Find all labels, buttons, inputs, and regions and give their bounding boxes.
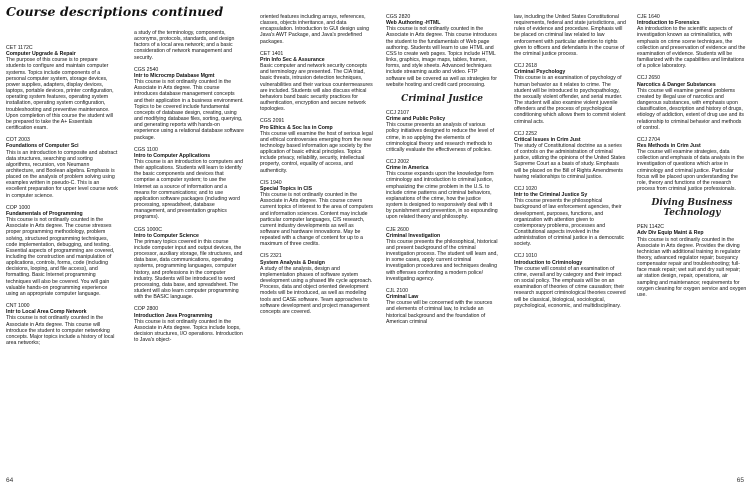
course-description: The primary topics covered in this course include computer input and output devices, the processor, auxiliary storage, file structures, and data base, data communications, operating systems, programming languages, computer history, and professions in the computer industry. Students will be introduced to word processing, data base, and spreadsheet. The student will also learn computer programming with the BASIC language.: [134, 238, 243, 301]
text-column-1: [6, 45, 118, 352]
course-code: CIS 1940: [260, 179, 282, 186]
course-entry: [6, 137, 118, 199]
text-column-3: [260, 14, 374, 321]
course-description: This course is an examination of psychology of human behavior as it relates to crime. The student will be introduced to psychopathology, the sexually violent offender, and serial murder. The student will also examine violent juvenile offenders and the process of psychological conditioning which allows them to commit violent criminal acts.: [514, 75, 626, 125]
course-description: An introduction to the scientific aspects of investigation known as criminalistics, with emphasis on crime scene techniques, the collection and preservation of evidence and the examination of evidence. Students will be familiarized with the capabilities and limitations of a police laboratory.: [637, 26, 746, 70]
course-entry: [637, 75, 747, 130]
course-code: PEN 1142C: [637, 224, 665, 231]
course-entry: [134, 306, 244, 343]
course-description: The course will examine strategies, data collection and emphasis of data analysis in the investigation of questions which arise in criminology and criminal justice. Particular focus will be placed upon understanding the role, theory and functions of the research process from criminal justice professionals.: [637, 149, 744, 193]
course-entry: [514, 253, 626, 308]
course-entry: [6, 303, 118, 346]
course-code: CGS 1100: [134, 146, 158, 153]
course-entry: [386, 110, 498, 153]
course-title: Intro to Computer Science: [134, 232, 199, 239]
course-code: CCJ 2002: [386, 158, 410, 165]
course-description: This course presents the philosophical, historical and present background of the criminal investigation process. The student will learn and, in some cases, apply current criminal investigation procedures and techniques dealing with offenses confronting a modern police/ investigating agency.: [386, 238, 498, 282]
course-title: Criminal Law: [386, 294, 419, 301]
course-description: This course is not ordinarily counted in the Associate in Arts degree. This course will introduce the student to computer networking concepts. Major topics include a history of local area networks;: [6, 315, 115, 347]
course-code: CCJ 1010: [514, 253, 538, 260]
course-code: COP 1000: [6, 204, 31, 211]
course-entry: [514, 14, 626, 57]
course-code: CJL 2100: [386, 287, 409, 294]
course-description: The course will be concerned with the sources and elements of criminal law, to include an historical background and the foundation of American criminal: [386, 300, 493, 325]
course-code: CCJ 2704: [637, 136, 661, 143]
course-title: Adv Div Equip Maint & Rep: [637, 230, 704, 237]
course-title: Special Topics in CIS: [260, 185, 313, 192]
course-title: Critical Issues in Crim Just: [514, 136, 581, 143]
course-code: CGS 2091: [260, 118, 285, 125]
course-title: Fundamentals of Programming: [6, 210, 83, 217]
course-description: A study of the analysis, design and implementation phases of software system development using a phased life cycle approach. Process, data and object oriented development models will be introduced, as well as modeling tools and CASE software. Team approaches to software development and project management concepts are covered.: [260, 265, 373, 315]
course-title: Narcotics & Danger Substances: [637, 81, 716, 88]
course-entry: [260, 118, 374, 173]
course-description: oriented features including arrays, references, classes, objects inheritance, and data encapsulation. Introduction to GUI design using Java's AWT Package, and Java's predefined packages.: [260, 14, 370, 45]
course-entry: [6, 45, 118, 131]
course-entry: [514, 131, 626, 180]
course-entry: [260, 14, 374, 45]
course-entry: [514, 186, 626, 248]
course-title: Web Authoring -HTML: [386, 20, 441, 27]
course-title: Crime in America: [386, 165, 429, 172]
course-code: CJE 2600: [386, 226, 409, 233]
course-description: This is an introduction to composite and abstract data structures, searching and sorting algorithms, recursion, von Neumann architecture, and Boolean algebra. Emphasis is placed on the analysis of problem solving using examples written in pseudo-C. This is an excellent preparation for upper level course work in computer science.: [6, 149, 118, 199]
page-header-title: Course descriptions continued: [6, 4, 224, 19]
course-description: This course is an introduction to computers and their applications. Students will learn to identify the basic components and devices that comprise a computer system; to use the Internet as a source of information and a means for communications; and to use application software packages (including word processing, spreadsheet, database management, and presentation graphics programs).: [134, 158, 243, 221]
course-description: This course is not ordinarily counted in the Associate in Arts degree. Topics include loops, decision structures, I/O operations. Introduction to Java's object-: [134, 318, 243, 344]
course-description: a study of the terminology, components, acronyms, protocols, standards, and design factors of a local area network; and a basic consideration of network management and security.: [134, 30, 235, 61]
course-description: This course will examine general problems created by illegal use of narcotics and dangerous substances, with emphasis upon classification, description and history of drugs, etiology of addiction, extent of drug use and its relationship to criminal behavior and methods of control.: [637, 87, 744, 131]
course-title: Intr to Local Area Comp Network: [6, 309, 87, 316]
course-entry: [386, 159, 498, 221]
course-title: Intro to Computer Applications: [134, 152, 211, 159]
course-code: CNT 1000: [6, 303, 30, 310]
course-code: CIS 2321: [260, 253, 282, 260]
course-description: This course presents an analysis of various policy initiatives designed to reduce the level of crime, in so applying the elements of criminological theory and research methods to critically evaluate the effectiveness of policies.: [386, 122, 495, 153]
course-entry: [6, 205, 118, 297]
course-code: CCJ 2650: [637, 75, 661, 82]
course-title: Introduction to Criminology: [514, 259, 583, 266]
course-description: This course is not ordinarily counted in the Associate in Arts degree. This course covers current topics of interest to the area of computers and information sciences. Content may include particular computer languages, CIS research, current industry developments as well as software and hardware innovations. May be repeated with a change of content for up to a maximum of three credits.: [260, 192, 374, 248]
course-code: CGS 2820: [386, 14, 411, 20]
course-title: Criminal Investigation: [386, 232, 441, 239]
course-entry: [637, 224, 747, 298]
course-title: Res Methods in Crim Just: [637, 142, 701, 149]
course-title: Introduction Java Programming: [134, 312, 213, 319]
text-column-2: [134, 30, 244, 349]
course-description: The course will consist of an examination of crime, overall and by category and their impact on social policy. The emphasis will be on an examination of theories of crime causation; their research support criminological theories covered will be classical, biological, sociological, psychological, economic, and multidisciplinary.: [514, 265, 626, 309]
course-title: Intr to Microcmp Database Mgmt: [134, 72, 215, 79]
section-heading: Diving Business Technology: [651, 198, 733, 219]
course-title: Intr to the Criminal Justice Sy: [514, 192, 588, 199]
course-title: Prin Info Sec & Assurance: [260, 56, 325, 63]
course-description: This course is not ordinarily counted in the Associate in Arts degree. This course introduces database management concepts and their application in a business environment. Topics to be covered include fundamental concepts of database design, creating, using and modifying database files, sorting, querying, and generating reports with hands-on experience using a relational database software package.: [134, 79, 244, 141]
course-description: The purpose of this course is to prepare students to configure and maintain computer systems. Topics include components of a personal computer system, storage devices, power supplies, adapters, display devices, laptops, portable devices, printer configuration, operating system features, operating system installation, operating system configuration, troubleshooting and preventive maintenance. Upon completion of this course the student will be prepared to take the A+ Essentials certification exam.: [6, 57, 114, 132]
course-code: CCJ 2107: [386, 109, 410, 116]
course-description: The study of Constitutional doctrine as a series of controls on the administration of criminal justice, utilizing the opinions of the United States Supreme Court as a basis of study. Emphasis will be placed on the Bill of Rights Amendments having relationships to criminal justice.: [514, 142, 626, 180]
page-number-left: 64: [6, 477, 14, 484]
course-description: This course is not ordinarily counted in the Associate in Arts degree. The course stresses proper programming methodology, problem solving, structured programming techniques, code implementation, debugging, and testing. Essential aspects of programming are covered, including the construction and manipulation of applications, controls, forms, code (including decisions, looping, and file access), and formatting. Basic Internet programming techniques will also be covered. You will gain valuable hands-on programming experience using an appropriate computer language.: [6, 217, 115, 297]
course-code: CET 1401: [260, 50, 284, 57]
section-heading: Criminal Justice: [401, 93, 483, 104]
course-code: CJE 1640: [637, 14, 660, 20]
text-column-4: [386, 14, 498, 331]
course-entry: [134, 30, 244, 61]
course-description: This course is not ordinarily counted in the Associate in Arts degree. This course introduces the student to the fundamentals of Web page authoring. Students will learn to use HTML and CSS to create web pages. Topics include HTML links, graphics, image maps, tables, frames, forms, and style sheets. Advanced techniques include streaming audio and video. FTP software will be covered as well as strategies for website hosting and credit card processing.: [386, 26, 498, 88]
course-entry: [386, 14, 498, 88]
course-title: Computer Upgrade & Repair: [6, 51, 76, 58]
course-description: law, including the United States Constitutional requirements, federal and state jurisdictions, and rules of evidence and procedure. Emphasis will be placed on criminal law related to law enforcement with particular attention to rights given to officers and defendants in the course of the criminal justice process.: [514, 14, 626, 57]
course-code: CET 1172C: [6, 45, 33, 51]
course-description: This course presents the philosophical background of law enforcement agencies, their development, purposes, functions, and organization with attention given to contemporary problems, processes and Constitutional aspects involved in the administration of criminal justice in a democratic society.: [514, 198, 625, 248]
course-entry: [260, 180, 374, 248]
course-title: Criminal Psychology: [514, 69, 566, 76]
course-title: Crime and Public Policy: [386, 116, 446, 123]
course-code: CGS 2540: [134, 66, 159, 73]
text-column-5: [514, 14, 626, 315]
course-code: CCJ 2252: [514, 130, 538, 137]
course-description: This course will examine the host of serious legal and ethical controversies emerging from the new technology based information age society by the application of basic ethical principles. Topics include privacy, reliability, security, intellectual property, control, equality of access, and authenticity.: [260, 130, 373, 174]
course-entry: [386, 227, 498, 282]
course-entry: [134, 147, 244, 221]
page-number-right: 65: [736, 477, 744, 484]
course-description: This course is not ordinarily counted in the Associate in Arts degree. Provides the diving technician with additional training in regulator theory, advanced regulator repair; buoyancy compensator repair and troubleshooting; full-face mask repair; wet suit and dry suit repair; air station design, repair, operations, air sampling and maintenance; requirements for oxygen cleaning for oxygen service and oxygen use.: [637, 236, 747, 298]
course-code: CCJ 2618: [514, 63, 538, 70]
course-entry: [514, 63, 626, 125]
course-description: Basic computer and network security concepts and terminology are presented. The CIA triad, basic threats, intrusion detection techniques, vulnerabilities and their various countermeasures are included. Students will also discuss ethical behaviors band basic security practices for authentication, encryption and secure network topologies.: [260, 63, 373, 113]
course-code: CGS 1000C: [134, 226, 162, 233]
course-title: Pro Ethics & Soc Iss in Comp: [260, 124, 333, 131]
course-title: Foundations of Computer Sci: [6, 143, 79, 150]
course-code: CCJ 1020: [514, 185, 538, 192]
course-entry: [134, 67, 244, 141]
course-title: Introduction to Forensics: [637, 20, 700, 27]
text-column-6: [637, 14, 747, 304]
course-code: COP 2800: [134, 306, 159, 313]
course-entry: [260, 51, 374, 113]
course-entry: [637, 14, 747, 69]
course-code: COT 2003: [6, 137, 30, 144]
course-entry: [134, 227, 244, 301]
course-entry: [386, 288, 498, 325]
course-entry: [260, 253, 374, 315]
course-title: System Analysis & Design: [260, 259, 325, 266]
course-description: This course expands upon the knowledge form criminology and introduction to criminal justice, emphasizing the crime problem in the U.S. to include crime patterns and criminal behaviors, explanations of the crime, how the justice system is designed to responsively deal with it by punishment and prevention, in so expounding upon related theory and philosophy.: [386, 171, 498, 221]
course-entry: [637, 137, 747, 192]
